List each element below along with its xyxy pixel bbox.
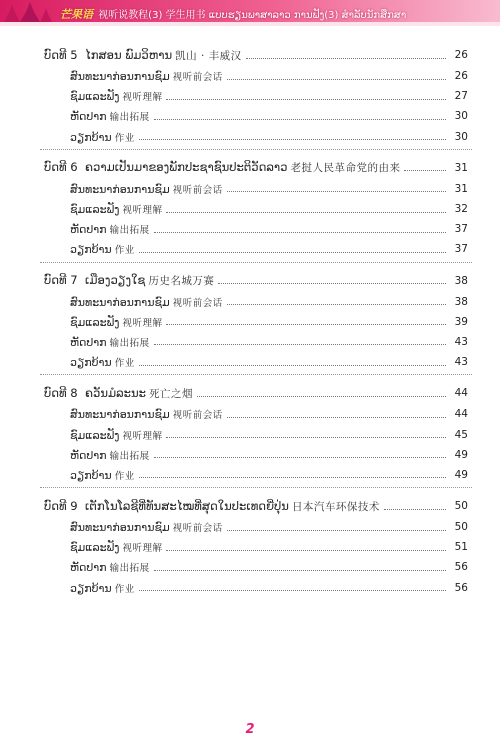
section-title [70, 89, 162, 103]
lesson-title [44, 499, 380, 514]
section-title [70, 581, 135, 595]
lesson-title-lao: ໄກສອນ ພົມວິຫານ [85, 47, 173, 62]
section-title-chinese: 作业 [114, 132, 135, 144]
toc-section-entry[interactable] [44, 239, 468, 259]
lesson-page-number: 26 [454, 49, 468, 61]
section-title-lao: ຫັດປາກ [70, 448, 107, 462]
toc-lesson-entry[interactable] [44, 44, 468, 66]
header-title-text: 视听说教程(3) 学生用书 ແບບຮຽນພາສາລາວ ການຟັງ(3) ສຳລັບນັກສຶກສາ [98, 10, 407, 21]
section-page-number: 26 [454, 70, 468, 83]
section-title-lao: ວຽກບ້ານ [70, 243, 112, 257]
lesson-block [44, 157, 468, 264]
section-title [70, 242, 135, 256]
section-title [70, 407, 223, 421]
dot-leader [197, 396, 446, 397]
toc-section-entry[interactable] [44, 199, 468, 219]
section-page-number: 50 [454, 521, 468, 534]
dot-leader [166, 99, 446, 100]
toc-section-entry[interactable] [44, 517, 468, 537]
section-title-lao: ຊົມແລະຟັງ [70, 203, 120, 217]
page-number: 2 [245, 722, 255, 737]
lesson-label: ບົດທີ 7 [44, 273, 78, 287]
dot-leader [227, 417, 446, 418]
dot-leader [154, 344, 446, 345]
dot-leader [139, 365, 446, 366]
section-title [70, 448, 150, 462]
dot-leader [227, 530, 446, 531]
section-page-number: 32 [454, 203, 468, 216]
section-title-lao: ສົນທະນາກ່ອນການຊົມ [70, 408, 170, 422]
section-title-lao: ຊົມແລະຟັງ [70, 315, 120, 329]
lesson-title-chinese: 日本汽车环保技术 [291, 500, 380, 513]
section-title-lao: ວຽກບ້ານ [70, 581, 112, 595]
dot-leader [384, 509, 446, 510]
toc-section-entry[interactable] [44, 537, 468, 557]
section-title-chinese: 作业 [114, 583, 135, 595]
dot-leader [166, 550, 446, 551]
section-page-number: 56 [454, 561, 468, 574]
toc-section-entry[interactable] [44, 106, 468, 126]
toc-section-entry[interactable] [44, 352, 468, 372]
header-banner [0, 0, 500, 34]
lesson-label: ບົດທີ 9 [44, 498, 78, 513]
section-title-chinese: 作业 [114, 358, 135, 370]
section-title [70, 315, 162, 329]
section-page-number: 43 [454, 335, 468, 348]
section-page-number: 51 [454, 541, 468, 554]
section-title-chinese: 视听理解 [122, 92, 163, 104]
section-page-number: 39 [454, 315, 468, 328]
section-title [70, 182, 223, 196]
section-title-lao: ສົນທະນາກ່ອນການຊົມ [70, 70, 170, 84]
section-title [70, 540, 162, 554]
toc-section-entry[interactable] [44, 424, 468, 444]
section-title-chinese: 输出拓展 [109, 563, 150, 575]
lesson-divider [40, 374, 472, 376]
toc-section-entry[interactable] [44, 219, 468, 239]
lesson-title-lao: ຄວາມເປັນມາຂອງພັກປະຊາຊົນປະຕິວັດລາວ [85, 160, 288, 175]
lesson-divider [40, 149, 472, 151]
lesson-block [44, 382, 468, 489]
section-title-lao: ຫັດປາກ [70, 223, 107, 237]
lesson-divider [40, 262, 472, 264]
lesson-block [44, 495, 468, 598]
lesson-title [44, 386, 193, 401]
section-title [70, 130, 135, 144]
section-title [70, 560, 150, 574]
toc-section-entry[interactable] [44, 179, 468, 199]
lesson-divider [40, 487, 472, 489]
section-title [70, 355, 135, 369]
section-title-lao: ຊົມແລະຟັງ [70, 90, 120, 104]
section-title [70, 520, 223, 534]
section-title-chinese: 视听理解 [122, 317, 163, 329]
section-title [70, 428, 162, 442]
toc-section-entry[interactable] [44, 557, 468, 577]
section-page-number: 56 [454, 581, 468, 594]
dot-leader [154, 232, 446, 233]
toc-section-entry[interactable] [44, 127, 468, 147]
toc-section-entry[interactable] [44, 312, 468, 332]
section-title-chinese: 输出拓展 [109, 337, 150, 349]
section-title-lao: ຫັດປາກ [70, 561, 107, 575]
section-page-number: 38 [454, 295, 468, 308]
section-title-chinese: 视听前会话 [172, 72, 223, 84]
dot-leader [139, 139, 446, 140]
toc-section-entry[interactable] [44, 66, 468, 86]
toc-lesson-entry[interactable] [44, 270, 468, 292]
lesson-page-number: 31 [454, 161, 468, 174]
table-of-contents [44, 44, 468, 598]
dot-leader [246, 58, 446, 59]
section-page-number: 43 [454, 356, 468, 369]
section-page-number: 49 [454, 448, 468, 461]
section-page-number: 27 [454, 90, 468, 103]
section-title-chinese: 输出拓展 [109, 450, 150, 462]
section-page-number: 37 [454, 223, 468, 236]
section-page-number: 49 [454, 468, 468, 481]
section-title [70, 335, 150, 349]
section-title-chinese: 视听前会话 [172, 184, 223, 196]
section-title [70, 468, 135, 482]
toc-section-entry[interactable] [44, 292, 468, 312]
section-title-lao: ຫັດປາກ [70, 110, 107, 124]
lesson-page-number: 50 [454, 500, 468, 512]
lesson-label: ບົດທີ 6 [44, 160, 78, 175]
dot-leader [404, 170, 446, 171]
lesson-title-lao: ຄວັນມໍລະນະ [85, 385, 146, 400]
lesson-page-number: 38 [454, 274, 468, 287]
lesson-block [44, 270, 468, 377]
section-title-lao: ຊົມແລະຟັງ [70, 428, 120, 442]
lesson-title [44, 160, 400, 175]
section-title-chinese: 视听前会话 [172, 410, 223, 422]
section-title-lao: ສົນທະນາກ່ອນການຊົມ [70, 521, 170, 535]
section-title [70, 109, 150, 123]
dot-leader [139, 590, 446, 591]
lesson-page-number: 44 [454, 387, 468, 400]
section-title-chinese: 输出拓展 [109, 225, 150, 237]
toc-lesson-entry[interactable] [44, 495, 468, 517]
header-title [60, 6, 406, 22]
dot-leader [227, 79, 446, 80]
lesson-title-chinese: 凯山 · 丰威汉 [175, 49, 242, 62]
section-page-number: 30 [454, 130, 468, 143]
section-title-chinese: 输出拓展 [109, 112, 150, 124]
section-page-number: 44 [454, 408, 468, 421]
dot-leader [139, 477, 446, 478]
toc-section-entry[interactable] [44, 404, 468, 424]
toc-lesson-entry[interactable] [44, 382, 468, 404]
header-brand: 芒果语 [60, 8, 93, 21]
lesson-title-lao: ເມືອງວຽງໃຊ [85, 273, 146, 287]
section-title-chinese: 视听前会话 [172, 297, 223, 309]
lesson-label: ບົດທີ 8 [44, 385, 78, 400]
lesson-block [44, 44, 468, 151]
toc-section-entry[interactable] [44, 465, 468, 485]
section-title [70, 222, 150, 236]
toc-section-entry[interactable] [44, 332, 468, 352]
section-title-chinese: 作业 [114, 245, 135, 257]
section-title-lao: ວຽກບ້ານ [70, 356, 112, 370]
section-title-lao: ຊົມແລະຟັງ [70, 541, 120, 555]
toc-section-entry[interactable] [44, 578, 468, 598]
section-page-number: 30 [454, 110, 468, 123]
section-page-number: 31 [454, 182, 468, 195]
section-title-chinese: 视听前会话 [172, 523, 223, 535]
section-title [70, 69, 223, 83]
dot-leader [154, 119, 446, 120]
lesson-label: ບົດທີ 5 [44, 47, 78, 62]
lesson-title-chinese: 历史名城万赛 [148, 275, 215, 287]
dot-leader [166, 324, 446, 325]
lesson-title [44, 48, 242, 63]
section-title-chinese: 视听理解 [122, 430, 163, 442]
section-title-lao: ວຽກບ້ານ [70, 468, 112, 482]
section-title-chinese: 视听理解 [122, 205, 163, 217]
dot-leader [166, 437, 446, 438]
dot-leader [227, 191, 446, 192]
section-title-lao: ຫັດປາກ [70, 335, 107, 349]
section-page-number: 37 [454, 243, 468, 256]
section-title-chinese: 视听理解 [122, 543, 163, 555]
lesson-title [44, 273, 214, 288]
lesson-title-lao: ເຕັກໂນໂລຊີທີ່ທັນສະໄໝທີ່ສຸດໃນປະເທດຍີ່ປຸ່ນ [85, 498, 289, 513]
toc-section-entry[interactable] [44, 86, 468, 106]
lesson-title-chinese: 老挝人民革命党的由来 [290, 162, 401, 175]
dot-leader [154, 570, 446, 571]
section-title-lao: ສົນທະນາກ່ອນການຊົມ [70, 182, 170, 196]
section-title-lao: ສົນທະນາກ່ອນການຊົມ [70, 295, 170, 309]
lesson-title-chinese: 死亡之烟 [148, 387, 193, 400]
section-title [70, 295, 223, 309]
dot-leader [139, 252, 446, 253]
section-title-lao: ວຽກບ້ານ [70, 130, 112, 144]
toc-lesson-entry[interactable] [44, 157, 468, 179]
section-title-chinese: 作业 [114, 470, 135, 482]
section-page-number: 45 [454, 428, 468, 441]
dot-leader [154, 457, 446, 458]
dot-leader [227, 304, 446, 305]
toc-section-entry[interactable] [44, 445, 468, 465]
section-title [70, 202, 162, 216]
dot-leader [166, 212, 446, 213]
dot-leader [218, 283, 446, 284]
